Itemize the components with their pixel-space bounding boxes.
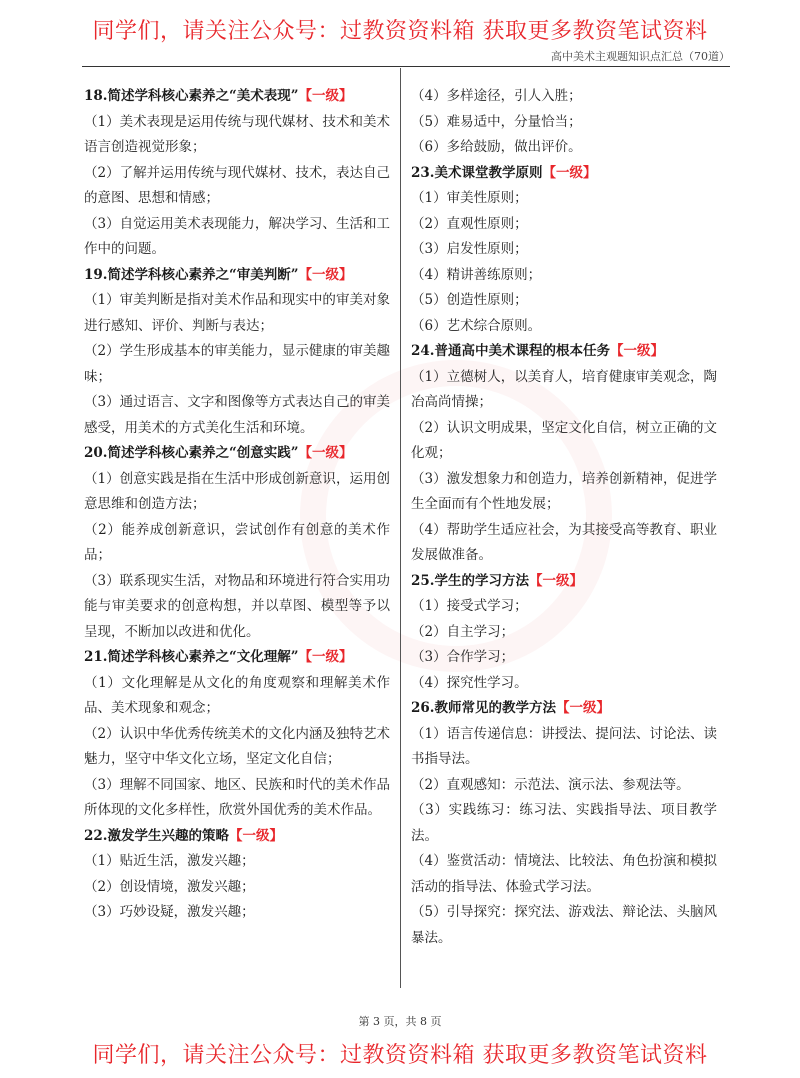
level-badge: 【一级】	[298, 266, 353, 283]
question-title: 26.教师常见的教学方法	[411, 700, 556, 716]
answer-item: （2）认识中华优秀传统美术的文化内涵及独特艺术魅力，坚守中华文化立场，坚定文化自信；	[84, 725, 390, 767]
answer-item: （1）语言传递信息：讲授法、提问法、讨论法、读书指导法。	[411, 725, 717, 767]
answer-item: （4）精讲善练原则；	[411, 266, 542, 283]
level-badge: 【一级】	[298, 445, 353, 461]
answer-item: （1）接受式学习；	[411, 598, 528, 614]
answer-item: （3）通过语言、文字和图像等方式表达自己的审美感受，用美术的方式美化生活和环境。	[84, 394, 390, 436]
answer-item: （1）美术表现是运用传统与现代媒材、技术和美术语言创造视觉形象；	[84, 113, 390, 155]
answer-item: （1）立德树人，以美育人，培育健康审美观念，陶冶高尚情操；	[411, 368, 717, 410]
answer-item: （2）学生形成基本的审美能力，显示健康的审美趣味；	[84, 343, 390, 385]
level-badge: 【一级】	[229, 827, 283, 844]
level-badge: 【一级】	[529, 572, 583, 589]
answer-item: （2）直观性原则；	[411, 215, 528, 232]
answer-item: （3）激发想象力和创造力，培养创新精神，促进学生全面而有个性地发展；	[411, 470, 717, 512]
question-heading	[84, 441, 390, 467]
answer-item: （1）创意实践是指在生活中形成创新意识，运用创意思维和创造方法；	[84, 470, 390, 512]
left-column	[84, 84, 390, 926]
question-section	[84, 645, 390, 824]
right-column	[411, 84, 717, 951]
promo-banner-top: 同学们，请关注公众号：过教资资料箱 获取更多教资笔试资料	[92, 19, 708, 44]
answer-item: （6）艺术综合原则。	[411, 317, 542, 334]
answer-item: （2）认识文明成果，坚定文化自信，树立正确的文化观；	[411, 419, 717, 461]
question-heading	[411, 696, 717, 722]
column-divider	[400, 68, 401, 988]
question-section	[84, 441, 390, 645]
question-section	[411, 569, 717, 697]
question-title: 21.简述学科核心素养之“文化理解”	[84, 649, 299, 665]
answer-item: （1）贴近生活，激发兴趣；	[84, 853, 255, 869]
answer-item: （3）巧妙设疑，激发兴趣；	[84, 904, 255, 920]
answer-item: （5）难易适中，分量恰当；	[411, 113, 582, 130]
level-badge: 【一级】	[298, 649, 353, 665]
level-badge: 【一级】	[542, 164, 597, 181]
answer-item: （2）能养成创新意识，尝试创作有创意的美术作品；	[84, 521, 390, 563]
question-heading	[84, 824, 390, 850]
answer-item: （2）创设情境，激发兴趣；	[84, 878, 255, 895]
question-title: 23.美术课堂教学原则	[411, 164, 543, 181]
question-heading	[411, 569, 717, 595]
answer-item: （1）审美性原则；	[411, 190, 528, 206]
answer-item: （2）了解并运用传统与现代媒材、技术，表达自己的意图、思想和情感；	[84, 164, 390, 206]
answer-item: （4）探究性学习。	[411, 674, 528, 691]
question-title: 22.激发学生兴趣的策略	[84, 827, 229, 844]
question-section	[84, 84, 390, 263]
level-badge: 【一级】	[556, 700, 610, 716]
answer-item: （3）理解不同国家、地区、民族和时代的美术作品所体现的文化多样性，欣赏外国优秀的美术作品。	[84, 776, 390, 818]
answer-item: （1）审美判断是指对美术作品和现实中的审美对象进行感知、评价、判断与表达；	[84, 292, 390, 334]
page-number: 第 3 页，共 8 页	[358, 1015, 442, 1028]
answer-item: （4）帮助学生适应社会，为其接受高等教育、职业发展做准备。	[411, 521, 717, 563]
answer-item: （1）文化理解是从文化的角度观察和理解美术作品、美术现象和观念；	[84, 674, 390, 716]
answer-item: （5）引导探究：探究法、游戏法、辩论法、头脑风暴法。	[411, 904, 717, 946]
answer-item: （5）创造性原则；	[411, 292, 528, 308]
question-section	[84, 263, 390, 442]
question-heading	[411, 339, 717, 365]
question-heading	[411, 161, 717, 187]
question-heading	[84, 84, 390, 110]
header-rule	[82, 66, 730, 67]
question-section	[411, 161, 717, 340]
question-heading	[84, 645, 390, 671]
answer-item: （2）自主学习；	[411, 623, 515, 640]
question-section	[411, 696, 717, 951]
answer-item: （3）实践练习：练习法、实践指导法、项目教学法。	[411, 802, 717, 844]
answer-item: （4）鉴赏活动：情境法、比较法、角色扮演和模拟活动的指导法、体验式学习法。	[411, 853, 717, 895]
promo-banner-bottom: 同学们，请关注公众号：过教资资料箱 获取更多教资笔试资料	[92, 1043, 708, 1068]
question-title: 18.简述学科核心素养之“美术表现”	[84, 88, 299, 104]
level-badge: 【一级】	[610, 343, 664, 359]
answer-item: （3）启发性原则；	[411, 241, 528, 257]
question-title: 25.学生的学习方法	[411, 572, 529, 589]
answer-item: （4）多样途径，引人入胜；	[411, 88, 582, 104]
question-heading	[84, 263, 390, 289]
answer-item: （3）联系现实生活，对物品和环境进行符合实用功能与审美要求的创意构想，并以草图、模型等予以呈现，不断加以改进和优化。	[84, 572, 390, 640]
question-title: 20.简述学科核心素养之“创意实践”	[84, 445, 299, 461]
level-badge: 【一级】	[298, 88, 353, 104]
question-title: 19.简述学科核心素养之“审美判断”	[84, 266, 299, 283]
question-title: 24.普通高中美术课程的根本任务	[411, 343, 610, 359]
answer-item: （3）自觉运用美术表现能力，解决学习、生活和工作中的问题。	[84, 215, 390, 257]
question-section	[411, 84, 717, 161]
answer-item: （2）直观感知：示范法、演示法、参观法等。	[411, 776, 690, 793]
answer-item: （6）多给鼓励，做出评价。	[411, 139, 582, 155]
question-section	[84, 824, 390, 926]
question-section	[411, 339, 717, 569]
document-title: 高中美术主观题知识点汇总（70道）	[551, 50, 730, 63]
answer-item: （3）合作学习；	[411, 649, 515, 665]
